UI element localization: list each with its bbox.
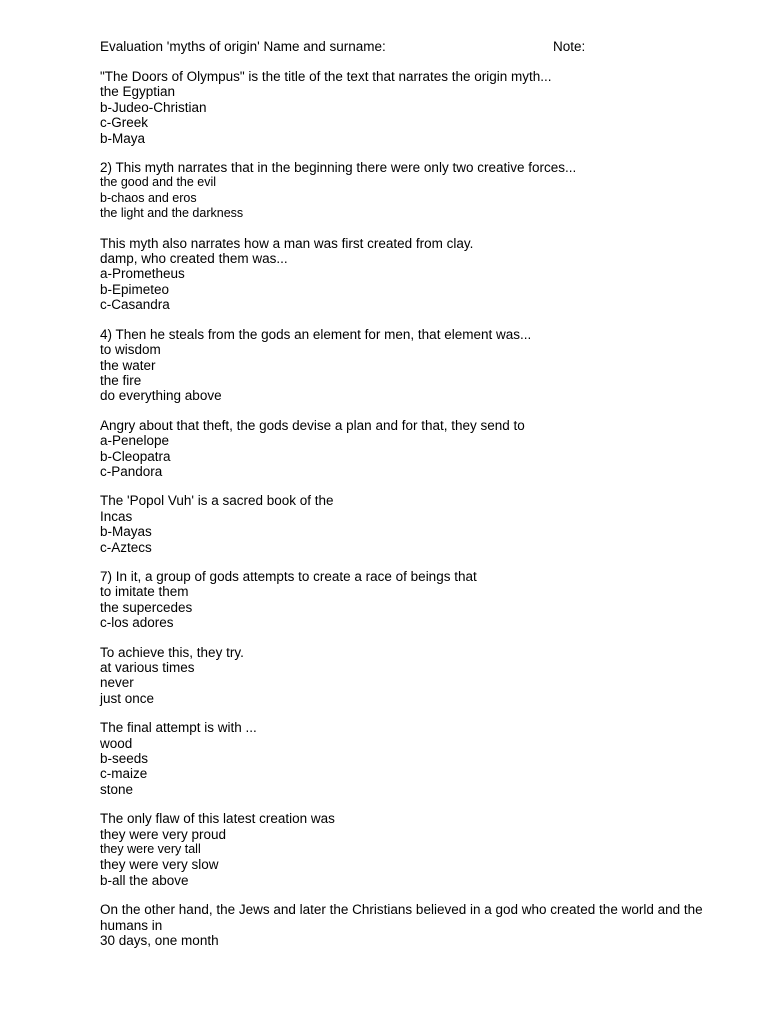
question-prompt-continued: damp, who created them was... [100,251,288,267]
question-8 [100,645,710,707]
answer-option: they were very proud [100,826,227,842]
answer-option: never [100,675,134,691]
answer-option: the supercedes [100,599,193,615]
answer-option: b-Maya [100,130,146,146]
answer-option: b-seeds [100,751,149,767]
question-4 [100,327,710,404]
answer-option: c-Greek [100,115,149,131]
question-5 [100,418,710,480]
note-label: Note: [553,39,586,54]
answer-option: stone [100,781,134,797]
evaluation-title: Evaluation 'myths of origin' Name and surname: [100,39,386,54]
question-1 [100,69,710,146]
question-7 [100,569,710,631]
question-prompt: "The Doors of Olympus" is the title of the text that narrates the origin myth... [100,69,552,84]
question-prompt: 2) This myth narrates that in the beginning there were only two creative forces... [100,160,577,176]
question-11 [100,902,710,948]
answer-option: the good and the evil [100,175,217,190]
answer-option: the Egyptian [100,84,176,100]
answer-option: a-Penelope [100,433,170,449]
answer-option: the light and the darkness [100,206,244,221]
question-9 [100,720,710,797]
answer-option: the water [100,357,156,373]
answer-option: c-Pandora [100,463,163,479]
answer-option: to imitate them [100,584,189,600]
question-10 [100,811,710,888]
document-page [100,38,710,949]
question-prompt: The only flaw of this latest creation was [100,811,335,827]
answer-option: wood [100,735,133,751]
answer-option: do everything above [100,388,222,404]
answer-option: they were very slow [100,857,219,873]
answer-option: Incas [100,508,133,524]
question-prompt: Angry about that theft, the gods devise a plan and for that, they send to [100,417,525,433]
question-6 [100,493,710,555]
answer-option: c-Casandra [100,297,170,313]
answer-option: at various times [100,660,195,675]
header [100,38,710,55]
answer-option: c-maize [100,766,148,782]
answer-option: 30 days, one month [100,933,219,949]
answer-option: c-Aztecs [100,539,152,555]
answer-option: the fire [100,372,142,388]
question-prompt: 4) Then he steals from the gods an element for men, that element was... [100,326,532,342]
answer-option: b-all the above [100,872,189,888]
answer-option: b-Mayas [100,524,152,540]
question-prompt: The 'Popol Vuh' is a sacred book of the [100,493,334,509]
answer-option: they were very tall [100,842,201,857]
question-3 [100,236,710,313]
answer-option: to wisdom [100,342,161,358]
question-prompt: 7) In it, a group of gods attempts to create a race of beings that [100,568,477,584]
question-prompt: The final attempt is with ... [100,720,257,736]
answer-option: b-Judeo-Christian [100,99,207,115]
answer-option: b-chaos and eros [100,190,197,205]
answer-option: a-Prometheus [100,266,185,282]
answer-option: just once [100,690,155,706]
answer-option: c-los adores [100,615,174,631]
answer-option: b-Epimeteo [100,281,170,297]
question-prompt: To achieve this, they try. [100,644,244,660]
answer-option: b-Cleopatra [100,448,171,464]
question-2 [100,160,710,222]
question-prompt: On the other hand, the Jews and later the Christians believed in a god who created the world and the humans in [100,902,703,933]
question-prompt: This myth also narrates how a man was first created from clay. [100,235,474,251]
